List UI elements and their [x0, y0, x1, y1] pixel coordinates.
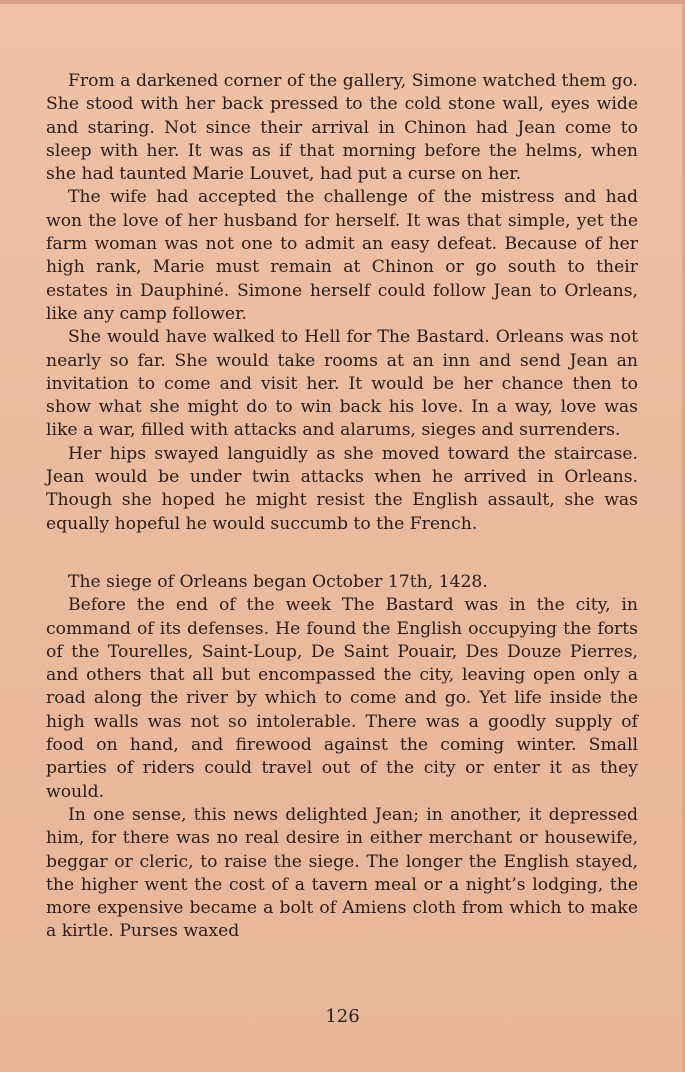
paragraph-2: The wife had accepted the challenge of the mistress and had won the love of her husband for herself. It was that simple, yet the farm woman was not one to admit an easy defeat. Because of her high rank, Marie must remain at Chinon or go south to their estates in Dauphiné. Simone herself could follow Jean to Orleans, like any camp follower.: [46, 187, 638, 324]
page-top-edge: [0, 0, 685, 4]
paragraph-1: From a darkened corner of the gallery, Simone watched them go. She stood with her back pressed to the cold stone wall, eyes wide and staring. Not since their arrival in Chinon had Jean come to sleep with her. It was as if that morning before the helms, when she had taunted Marie Louvet, had put a curse on her.: [46, 71, 638, 185]
page-number: 126: [325, 1006, 360, 1027]
paragraph-6: Before the end of the week The Bastard was in the city, in command of its defenses. He found the English occupying the forts of the Tourelles, Saint-Loup, De Saint Pouair, Des Douze Pierres, and others that all but encompassed the city, leaving open only a road along the river by which to come and go. Yet life inside the high walls was not so intolerable. There was a goodly supply of food on hand, and firewood against the coming winter. Small parties of riders could travel out of the city or enter it as they would.: [46, 595, 638, 802]
paragraph-7: In one sense, this news delighted Jean; in another, it depressed him, for there was no real desire in either merchant or housewife, beggar or cleric, to raise the siege. The longer the English stayed, the higher went the cost of a tavern meal or a night’s lodging, the more expensive became a bolt of Amiens cloth from which to make a kirtle. Purses waxed: [46, 804, 638, 942]
paragraph-5: The siege of Orleans began October 17th, 1428.: [68, 571, 488, 592]
paragraph-4: Her hips swayed languidly as she moved toward the staircase. Jean would be under twin attacks when he arrived in Orleans. Though she hoped he might resist the English assault, she was equally hopeful he would succumb to the French.: [46, 443, 638, 534]
paragraph-3: She would have walked to Hell for The Bastard. Orleans was not nearly so far. She would take rooms at an inn and send Jean an invitation to come and visit her. It would be her chance then to show what she might do to win back his love. In a way, love was like a war, filled with attacks and alarums, sieges and surrenders.: [46, 327, 638, 441]
page-body-text: [46, 70, 638, 944]
